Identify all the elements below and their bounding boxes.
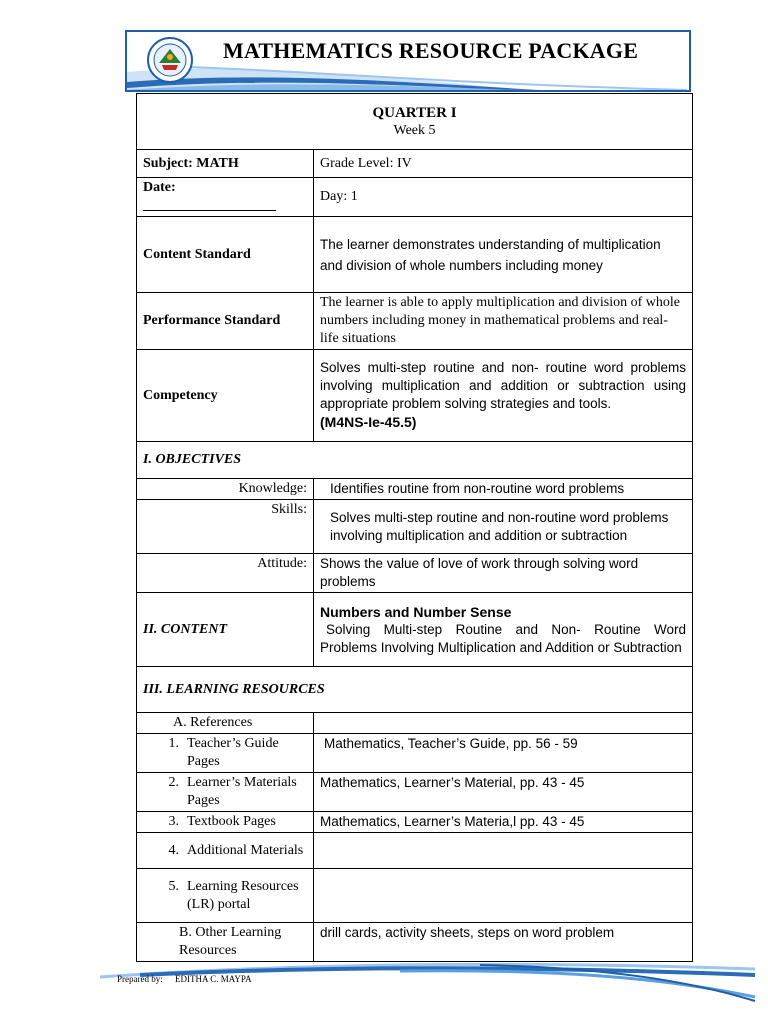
prepared-by [117,974,252,984]
subject-cell: Subject: MATH [137,150,314,178]
content-value-cell [314,593,693,667]
content-topic: Numbers and Number Sense [320,603,512,620]
competency-value: Solves multi-step routine and non- routine word problems involving multiplication and addition or subtraction using appropriate problem solving strategies and tools. [320,360,687,411]
page-title: MATHEMATICS RESOURCE PACKAGE [223,38,639,63]
resource-item-label: 3. Textbook Pages [137,812,314,833]
table-row [137,869,693,923]
content-value: Solving Multi-step Routine and Non- Routine Word Problems Involving Multiplication and Addition or Subtraction [320,621,687,655]
table-row [137,713,693,734]
header-banner [125,30,691,92]
table-row [137,293,693,350]
skills-label: Skills: [137,500,314,554]
knowledge-label: Knowledge: [137,479,314,500]
table-row [137,94,693,150]
resource-item-label: 1. Teacher’s Guide Pages [137,734,314,773]
competency-label: Competency [137,350,314,442]
table-row [137,734,693,773]
resource-item-label: 5. Learning Resources (LR) portal [137,869,314,923]
resources-heading: III. LEARNING RESOURCES [137,667,693,713]
resource-item-value: Mathematics, Learner’s Material, pp. 43 - 45 [314,773,693,812]
quarter-label: QUARTER I [372,104,457,121]
table-row [137,150,693,178]
content-heading: II. CONTENT [137,593,314,667]
performance-standard-value: The learner is able to apply multiplication and division of whole numbers including money in mathematical problems and real-life situations [314,293,693,350]
grade-level-cell: Grade Level: IV [314,150,693,178]
table-row [137,500,693,554]
resource-item-value [314,869,693,923]
competency-code: (M4NS-Ie-45.5) [320,414,417,430]
prepared-name: EDITHA C. MAYPA [174,974,252,984]
day-cell: Day: 1 [314,178,693,217]
table-row [137,833,693,869]
table-row [137,554,693,593]
resource-item-value: Mathematics, Teacher’s Guide, pp. 56 - 59 [314,734,693,773]
knowledge-value: Identifies routine from non-routine word problems [314,479,693,500]
attitude-label: Attitude: [137,554,314,593]
content-standard-value: The learner demonstrates understanding of multiplication and division of whole numbers including money [314,217,693,293]
prepared-label: Prepared by: [117,974,163,984]
references-value [314,713,693,734]
table-row [137,593,693,667]
resource-item-label: 2. Learner’s Materials Pages [137,773,314,812]
skills-value: Solves multi-step routine and non-routine word problems involving multiplication and addition or subtraction [314,500,693,554]
week-label: Week 5 [393,122,436,138]
attitude-value: Shows the value of love of work through solving word problems [314,554,693,593]
other-resources-value: drill cards, activity sheets, steps on word problem [314,923,693,962]
resource-item-value: Mathematics, Learner’s Materia,l pp. 43 - 45 [314,812,693,833]
lesson-plan-table [136,93,693,962]
table-row [137,479,693,500]
resource-item-label: 4. Additional Materials [137,833,314,869]
table-row [137,217,693,293]
competency-value-cell [314,350,693,442]
references-label: A. References [137,713,314,734]
other-resources-label: B. Other Learning Resources [137,923,314,962]
performance-standard-label: Performance Standard [137,293,314,350]
content-standard-label: Content Standard [137,217,314,293]
table-row [137,350,693,442]
table-row [137,812,693,833]
resource-item-value [314,833,693,869]
objectives-heading: I. OBJECTIVES [137,442,693,479]
table-row [137,773,693,812]
table-row [137,442,693,479]
deped-seal-icon [147,37,193,83]
quarter-header [137,94,693,150]
table-row [137,667,693,713]
date-cell: Date: ___________________ [137,178,314,217]
table-row [137,178,693,217]
